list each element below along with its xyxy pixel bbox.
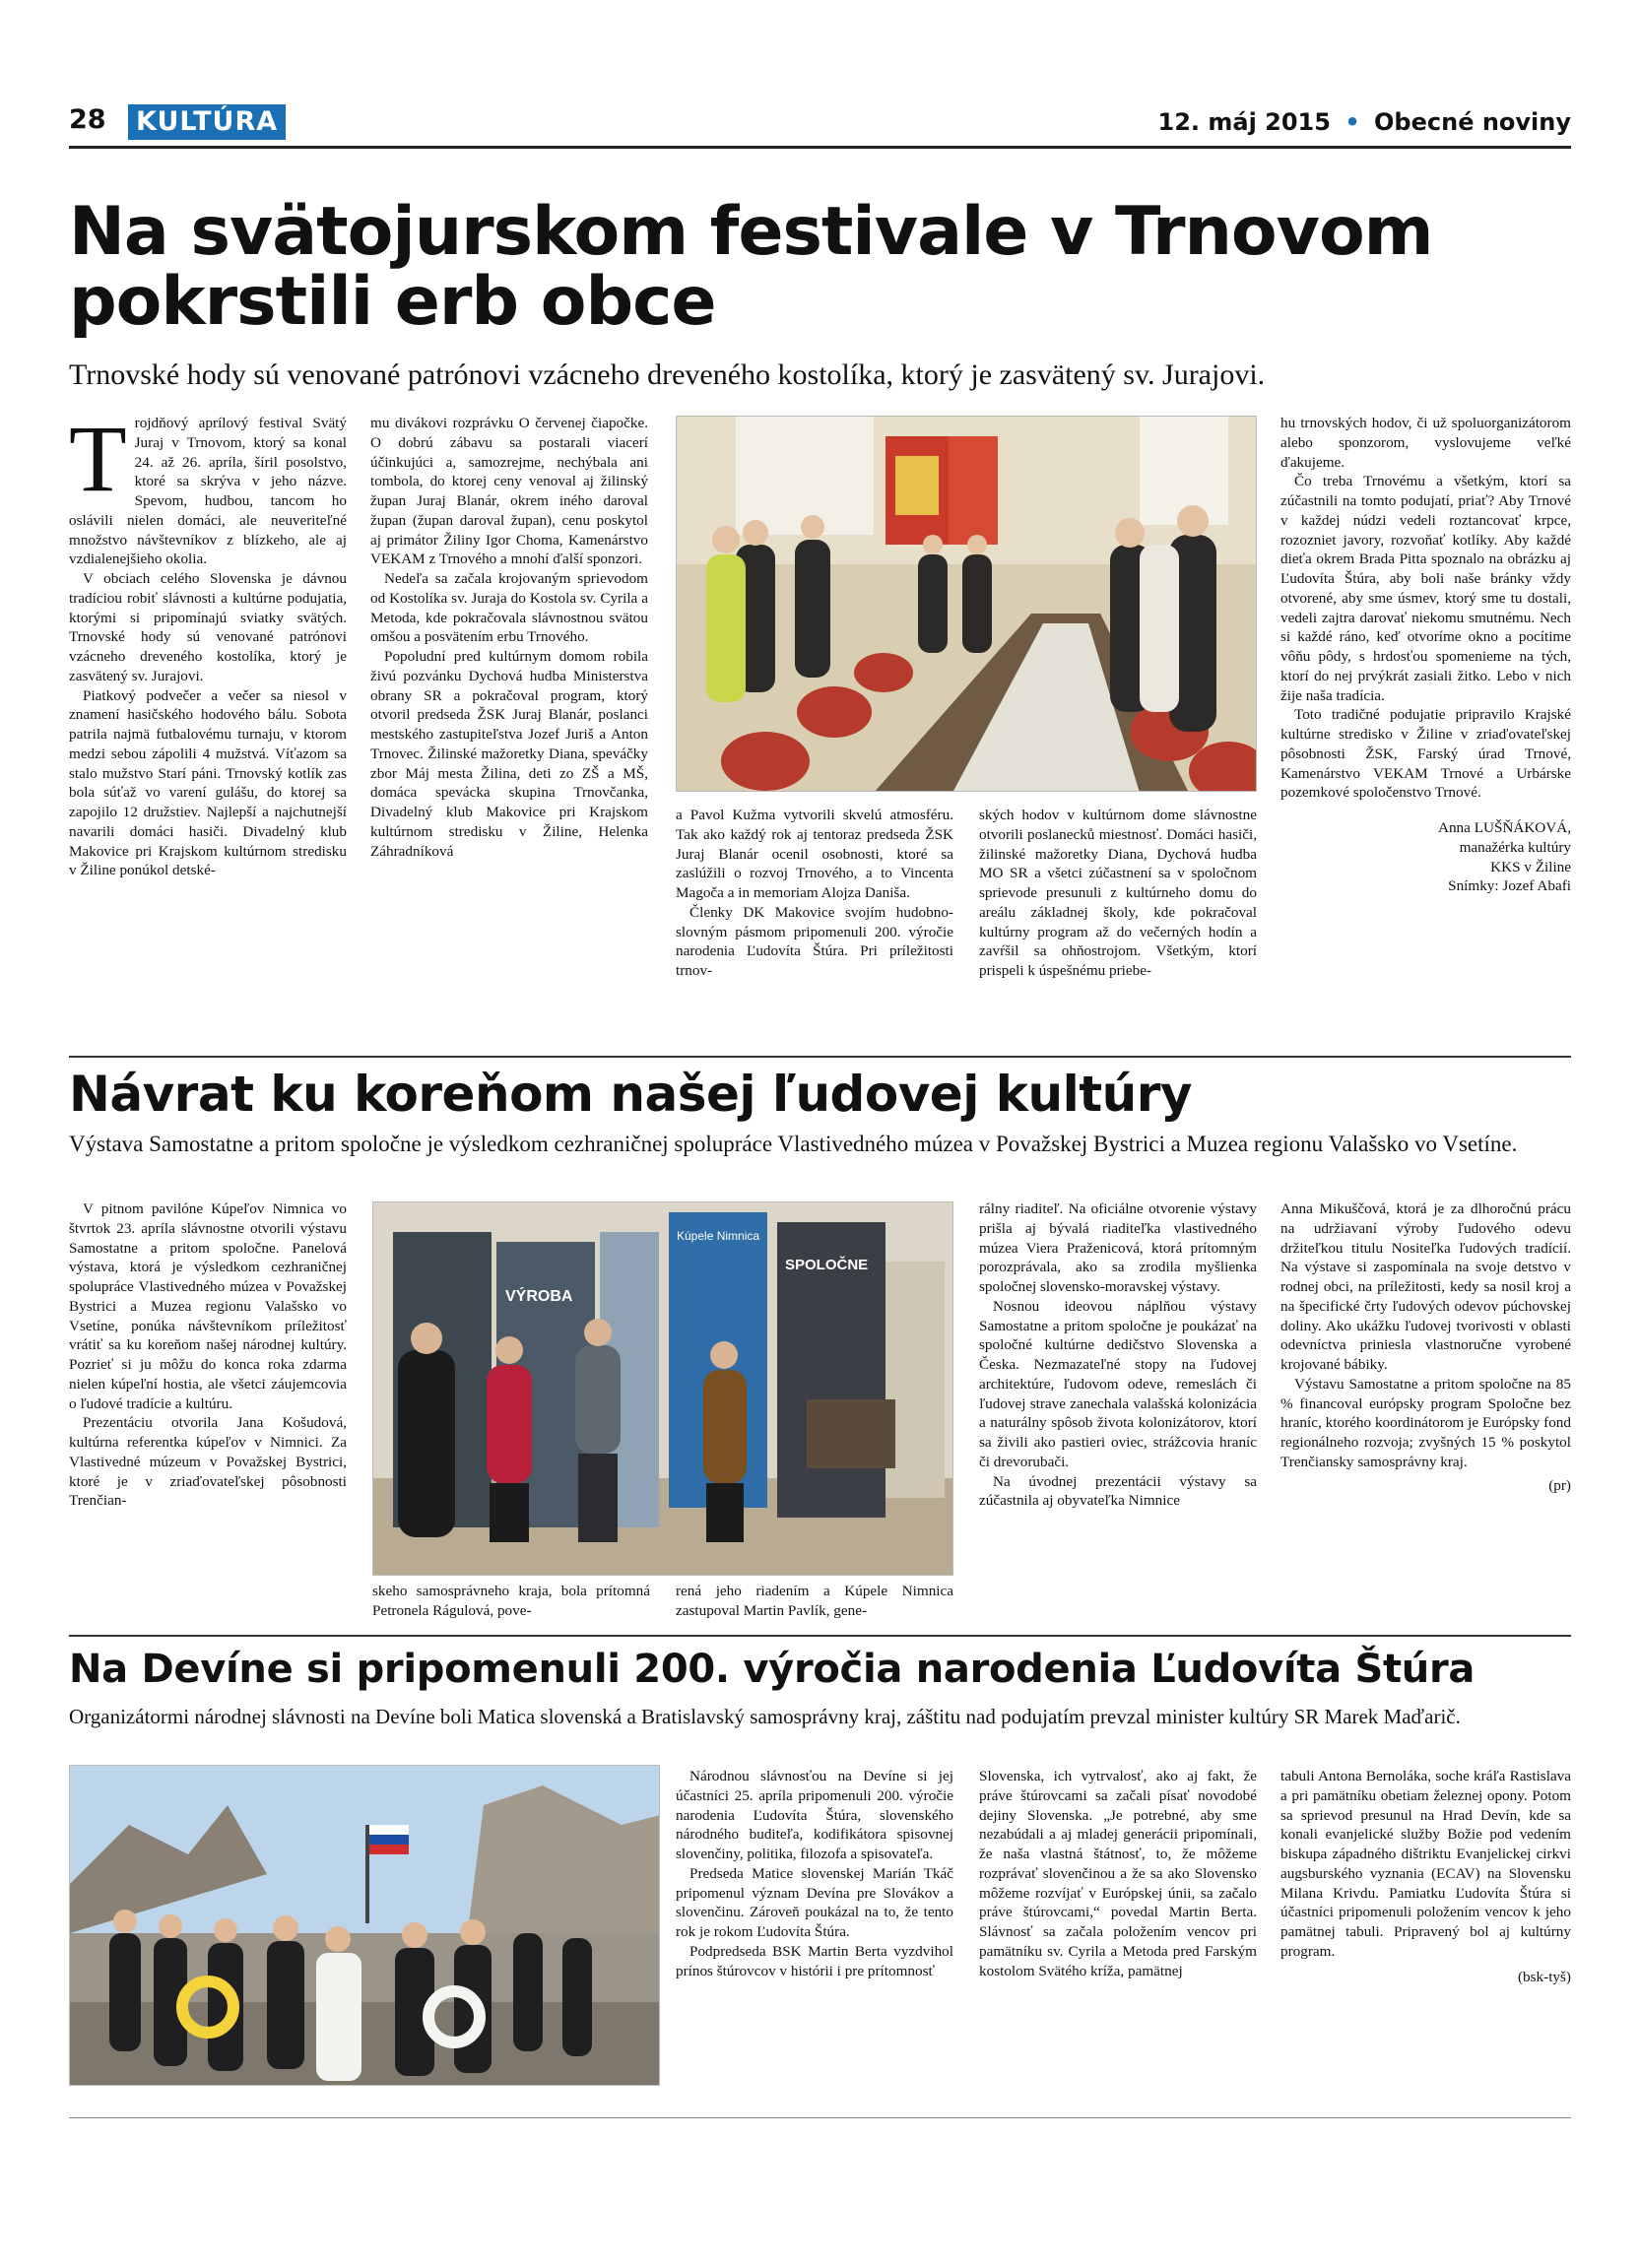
divider [69,1635,1571,1637]
article3-subtitle: Organizátormi národnej slávnosti na Devíne boli Matica slovenská a Bratislavský samosprávny kraj, záštitu nad podujatím prevzal minister kultúry SR Marek Maďarič. [69,1705,1461,1728]
article1-photo [676,416,1257,792]
article2-column-5 [1280,1199,1571,1623]
photo-banner-text: SPOLOČNE [785,1257,869,1273]
paragraph: tabuli Antona Bernoláka, soche kráľa Rastislava a pri pamätníku obetiam železnej opony. Potom sa sprievod presunul na Hrad Devín, kde sa konali evanjelické služby Božie pod vedením biskupa západného dištriktu Evanjelickej cirkvi augsburského vyznania (ECAV) na Slovensku Milana Krivdu. Pamiatku Ľudovíta Štúra si účastníci pripomenuli položením vencov k jeho pamätnej tabuli. Pripravený bol aj kultúrny program. [1280,1768,1571,1960]
article1-column-5 [1280,414,1571,1044]
paragraph: Na úvodnej prezentácii výstavy sa zúčastnila aj obyvateľka Nimnice [979,1472,1257,1510]
article1-title-line2: pokrstili erb obce [69,263,716,342]
paragraph: mu divákovi rozprávku O červenej čiapočke. O dobrú zábavu sa postarali viacerí účinkujúci a, samozrejme, nechýbala ani tombola, do ktorej ceny venoval aj žilinský župan Juraj Blanár, okrem iného daroval župan (župan daroval župan), cenu poskytol aj primátor Žiliny Igor Choma, Kamenárstvo VEKAM z Trnového a mnohí ďalší sponzori. [370,415,648,568]
paragraph: Anna Mikuščová, ktorá je za dlhoročnú prácu na udržiavaní výroby ľudového odevu držiteľkou titulu Nositeľka ľudových tradícií. Na výstave si zaspomínala na svoje detstvo v rodnej obci, na príležitosti, kedy sa nosil kroj a na špecifické črty ľudových odevov púchovskej doliny. Ako ukážku ľudovej tvorivosti v oblasti odevníctva priniesla vlastnoručne vyrobené krojované bábiky. [1280,1200,1571,1373]
paragraph: Slovenska, ich vytrvalosť, ako aj fakt, že práve štúrovcami sa začali písať novodobé dejiny Slovenska. „Je potrebné, aby sme nezabúdali a aj mladej generácii pripomínali, že naša vlastná štátnosť, to, že môžeme rozprávať slovenčinou a že sa ako Slovensko môžeme rozvíjať v Európskej únii, sa začalo práve štúrovcami,“ povedal Martin Berta. Slávnosť sa začala položením vencov pri pamätníku sv. Cyrila a Metoda pred Farským kostolom Svätého kríža, pamätnej [979,1768,1257,1979]
photo-banner-text: Kúpele Nimnica [677,1229,760,1243]
paragraph: rálny riaditeľ. Na oficiálne otvorenie výstavy prišla aj bývalá riaditeľka vlastivedného múzea Viera Praženicová, ktorá prítomným porozprávala, ako sa zrodila myšlienka spoločnej slovensko-moravskej výstavy. [979,1200,1257,1295]
paragraph: ských hodov v kultúrnom dome slávnostne otvorili poslanecků miestnosť. Domáci hasiči, žilinské mažoretky Diana, Dychová hudba MO SR a všetci zúčastnení sa v spoločnom sprievode presunuli z kultúrneho domu do areálu základnej školy, kde pokračoval kultúrny program až do večerných hodín a zavŕšil sa ohňostrojom. Všetkým, ktorí prispeli k úspešnému priebe- [979,807,1257,979]
paragraph: V pitnom pavilóne Kúpeľov Nimnica vo štvrtok 23. apríla slávnostne otvorili výstavu Samostatne a pritom spoločne. Panelová výstava, ktorá je výsledkom cezhraničnej spolupráce Vlastivedného múzea v Považskej Bystrici a Muzea regionu Valašsko vo Vsetíne, ponúka návštevníkom príležitosť vrátiť sa ku koreňom našej národnej kultúry. Pozrieť si ju môžu do konca roka zdarma nielen kúpeľní hostia, ale všetci záujemcovia o ľudové tradície a kultúru. [69,1200,347,1412]
paragraph: Prezentáciu otvorila Jana Košudová, kultúrna referentka kúpeľov v Nimnici. Za Vlastivedné múzeum v Považskej Bystrici, ktoré je v zriaďovateľskej pôsobnosti Trenčian- [69,1414,347,1510]
divider [69,1056,1571,1058]
author-name: Anna LUŠŇÁKOVÁ, [1438,819,1571,836]
photo-banner-text: VÝROBA [505,1288,573,1305]
author-signature: (pr) [1548,1476,1571,1494]
paragraph: Národnou slávnosťou na Devíne si jej účastníci 25. apríla pripomenuli 200. výročie narodenia Ľudovíta Štúra, slovenského národného buditeľa, kodifikátora spisovnej slovenčiny, politika, filozofa a spisovateľa. [676,1768,953,1862]
article1-column-4 [979,806,1257,1044]
photo-credit: Snímky: Jozef Abafi [1448,877,1571,895]
article1-column-3 [676,806,953,1044]
article1-column-2 [370,414,648,1044]
article2-subtitle: Výstava Samostatne a pritom spoločne je výsledkom cezhraničnej spolupráce Vlastivedného múzea v Považskej Bystrici a Muzea regionu Valašsko vo Vsetíne. [69,1132,1518,1156]
paragraph: Popoludní pred kultúrnym domom robila živú pozvánku Dychová hudba Ministerstva obrany SR a pokračoval program, ktorý otvoril predseda ŽSK Juraj Blanár, poslanci mestského zastupiteľstva Jozef Juriš a Anton Trnovec. Žilinské mažoretky Diana, speváčky zbor Máj mesta Žilina, deti zo ZŠ a MŠ, domáca spevácka skupina Trnovčanka, Divadelný klub Makovice pri Krajskom kultúrnom stredisku v Žiline, Helenka Záhradníková [370,648,648,860]
article2-column-2 [372,1582,650,1621]
article3-photo [69,1765,660,2086]
paragraph: Čo treba Trnovému a všetkým, ktorí sa zúčastnili na tomto podujatí, priať? Aby Trnové v každej núdzi vedeli roztancovať krpce, rozozniet javory, rozvoňať kotlíky. Aby každé dieťa okrem Brada Pitta spoznalo na obrázku aj Ľudovíta Štúra, aby boli naše bránky vždy otvorené, aby sme úsmev, ktorý sme tu dostali, vedeli zajtra darovať niekomu smutnému. Nech si každé ráno, keď otvoríme okno a pocítime vôňu pôdy, s hrdosťou spomenieme na tých, ktorí do nej prvýkrát zasiali žitko. Lebo v nich žije naša tradícia. [1280,473,1571,704]
author-org: KKS v Žiline [1490,858,1571,875]
paragraph: a Pavol Kužma vytvorili skvelú atmosféru. Tak ako každý rok aj tentoraz predseda ŽSK Juraj Blanár ocenil osobnosti, ktoré sa zaslúžili o rozvoj Trnového, a to Vincenta Magoča a in memoriam Alojza Danišа. [676,807,953,901]
paragraph: Piatkový podvečer a večer sa niesol v znamení hasičského hodového bálu. Sobota patrila najmä futbalovému turnaju, v ktorom medzi sebou zápolili 4 mužstvá. Víťazom sa stalo mužstvo Starí páni. Trnovský kotlík zas bola súťaž vo varení gulášu, do ktorej sa zapojilo 12 družstiev. Najlepší a najchutnejší navarili domáci hasiči. Divadelný klub Makovice pri Krajskom kultúrnom stredisku v Žiline ponúkol detské- [69,686,347,879]
paragraph: rojdňový aprílový festival Svätý Juraj v Trnovom, ktorý sa konal 24. až 26. apríla, šíril posolstvo, ktoré sa skrýva v jeho názve. Spevom, hudbou, tancom ho oslávili nielen domáci, ale neuveriteľné množstvo návštevníkov z blízkeho, ale aj vzdialenejšieho okolia. [69,415,347,568]
article1-dropcap: T [69,414,127,511]
page-number: 28 [69,104,106,135]
paragraph: Podpredseda BSK Martin Berta vyzdvihol prínos štúrovcov v histórii i pre prítomnosť [676,1942,953,1979]
paragraph: skeho samosprávneho kraja, bola prítomná Petronela Rágulová, pove- [372,1583,650,1619]
bullet-icon: • [1345,108,1360,136]
paragraph: Nedeľa sa začala krojovaným sprievodom od Kostolíka sv. Juraja do Kostola sv. Cyrila a Metoda, kde pokračovala slávnostnou svätou omšou a posvätením erbu Trnového. [370,570,648,646]
article3-title: Na Devíne si pripomenuli 200. výročia narodenia Ľudovíta Štúra [69,1647,1476,1692]
article1-title [69,193,1433,342]
author-role: manažérka kultúry [1459,838,1571,856]
paragraph: Predseda Matice slovenskej Marián Tkáč pripomenul význam Devína pre Slovákov a slovenčinu. Zároveň poukázal na to, že tento rok je rokom Ľudovíta Štúra. [676,1864,953,1940]
article2-photo [372,1201,953,1576]
issue-date: 12. máj 2015 [1157,108,1331,136]
article2-column-4 [979,1199,1257,1613]
paragraph: Členky DK Makovice svojím hudobno-slovným pásmom pripomenuli 200. výročie narodenia Ľudovíta Štúra. Pri príležitosti trnov- [676,903,953,979]
article2-column-3 [676,1582,953,1621]
article2-column-1 [69,1199,347,1613]
article1-subtitle: Trnovské hody sú venované patrónovi vzácneho dreveného kostolíka, ktorý je zasvätený sv. Jurajovi. [69,358,1266,391]
paragraph: rená jeho riadením a Kúpele Nimnica zastupoval Martin Pavlík, gene- [676,1583,953,1619]
author-signature: (bsk-tyš) [1518,1968,1571,1985]
publication-name: Obecné noviny [1374,108,1571,136]
article3-column-3 [1280,1767,1571,2102]
article2-title: Návrat ku koreňom našej ľudovej kultúry [69,1066,1192,1123]
issue-info [1158,108,1572,136]
paragraph: V obciach celého Slovenska je dávnou tradíciou robiť slávnosti a kultúrne podujatia, ktorými si pripomínajú sviatky svätých. Trnovské hody sú venované patrónovi vzácneho dreveného kostolíka, ktorý je zasvätený sv. Jurajovi. [69,570,347,684]
paragraph: Toto tradičné podujatie pripravilo Krajské kultúrne stredisko v Žiline v zriaďovateľskej pôsobnosti ŽSK, Farský úrad Trnové, Kamenárstvo VEKAM Trnové a Urbárske pozemkové spoločenstvo Trnové. [1280,706,1571,802]
header-rule [69,146,1571,149]
article3-column-1 [676,1767,953,2102]
paragraph: Nosnou ideovou náplňou výstavy Samostatne a pritom spoločne je poukázať na spoločné kultúrne dedičstvo Slovenska a Česka. Nezmazateľné stopy na ľudovej architektúre, ľudovom odeve, remeslách či ľudovej strave zanechala valašská kolonizácia a naturálny spôsob života kolonizátorov, ktorí sa živili ako pastieri oviec, strážcovia hraníc či drevorubači. [979,1297,1257,1470]
paragraph: Výstavu Samostatne a pritom spoločne na 85 % financoval európsky program Spoločne bez hraníc, ktorého koordinátorom je Európsky fond regionálneho rozvoja; zvyšných 15 % poskytol Trenčiansky samosprávny kraj. [1280,1375,1571,1470]
bottom-divider [69,2117,1571,2118]
article1-title-line1: Na svätojurskom festivale v Trnovom [69,193,1433,271]
article1-column-1 [69,414,347,1044]
section-label: KULTÚRA [128,104,286,140]
paragraph: hu trnovských hodov, či už spoluorganizátorom alebo sponzorom, vyslovujeme veľké ďakujeme. [1280,415,1571,471]
article3-column-2 [979,1767,1257,2102]
